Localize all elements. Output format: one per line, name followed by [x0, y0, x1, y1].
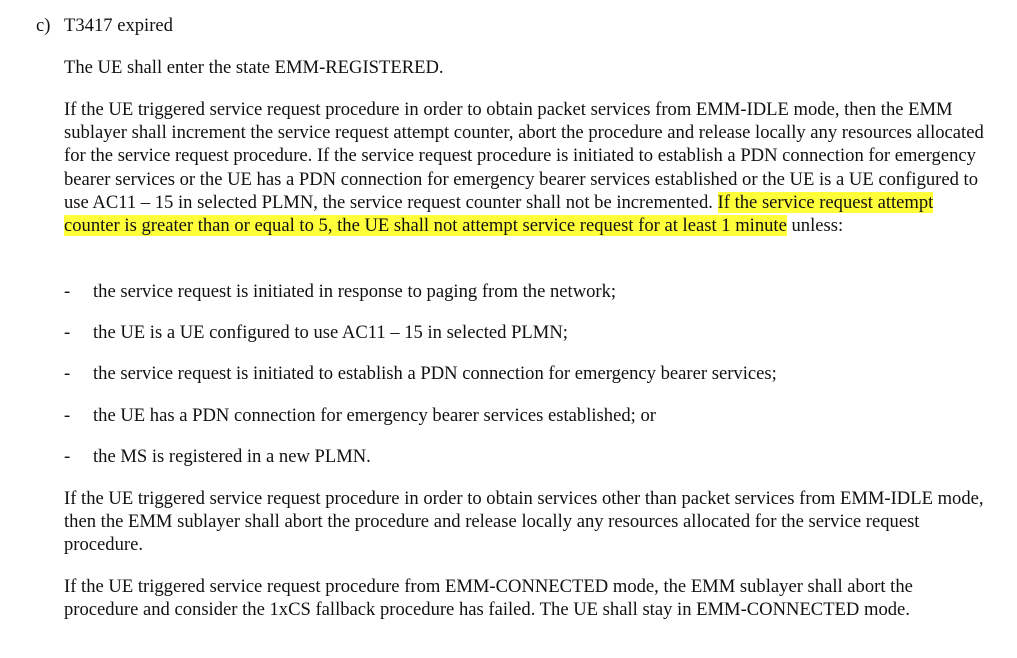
list-item	[64, 445, 989, 468]
list-dash: -	[64, 446, 71, 467]
main-paragraph	[64, 98, 989, 237]
list-dash: -	[64, 281, 71, 302]
other-services-paragraph: If the UE triggered service request procedure in order to obtain services other than packet services from EMM-IDLE mode, then the EMM sublayer shall abort the procedure and release locally any resources allocated for the service request procedure.	[64, 488, 984, 556]
list-item-text: the UE is a UE configured to use AC11 – 15 in selected PLMN;	[93, 322, 568, 343]
section-number: c)	[36, 15, 51, 36]
state-paragraph: The UE shall enter the state EMM-REGISTERED.	[64, 57, 444, 78]
connected-mode-paragraph: If the UE triggered service request procedure from EMM-CONNECTED mode, the EMM sublayer shall abort the procedure and consider the 1xCS fallback procedure has failed. The UE shall stay in EMM-CONNECTED mode.	[64, 576, 913, 621]
list-item	[64, 404, 989, 427]
main-paragraph-tail: unless:	[786, 215, 844, 237]
list-item-text: the service request is initiated to establish a PDN connection for emergency bearer services;	[93, 363, 777, 384]
list-item-text: the service request is initiated in response to paging from the network;	[93, 281, 617, 302]
list-dash: -	[64, 405, 71, 426]
list-dash: -	[64, 322, 71, 343]
list-item	[64, 362, 989, 385]
section-title: T3417 expired	[64, 15, 173, 36]
section-heading	[36, 14, 173, 37]
highlighted-text: If the service request attempt counter is greater than or equal to 5, the UE shall not attempt service request for at least 1 minute	[64, 191, 934, 237]
list-item-text: the UE has a PDN connection for emergency bearer services established; or	[93, 405, 656, 426]
list-item-text: the MS is registered in a new PLMN.	[93, 446, 371, 467]
list-dash: -	[64, 363, 71, 384]
main-paragraph-text: If the UE triggered service request procedure in order to obtain packet services from EMM-IDLE mode, then the EMM sublayer shall increment the service request attempt counter, abort the procedure and release locally any resources allocated for the service request procedure. If the service request procedure is initiated to establish a PDN connection for emergency bearer services or the UE has a PDN connection for emergency bearer services established or the UE is a UE configured to use AC11 – 15 in selected PLMN, the service request counter shall not be incremented.	[64, 99, 984, 213]
list-item	[64, 321, 989, 344]
list-item	[64, 280, 989, 303]
